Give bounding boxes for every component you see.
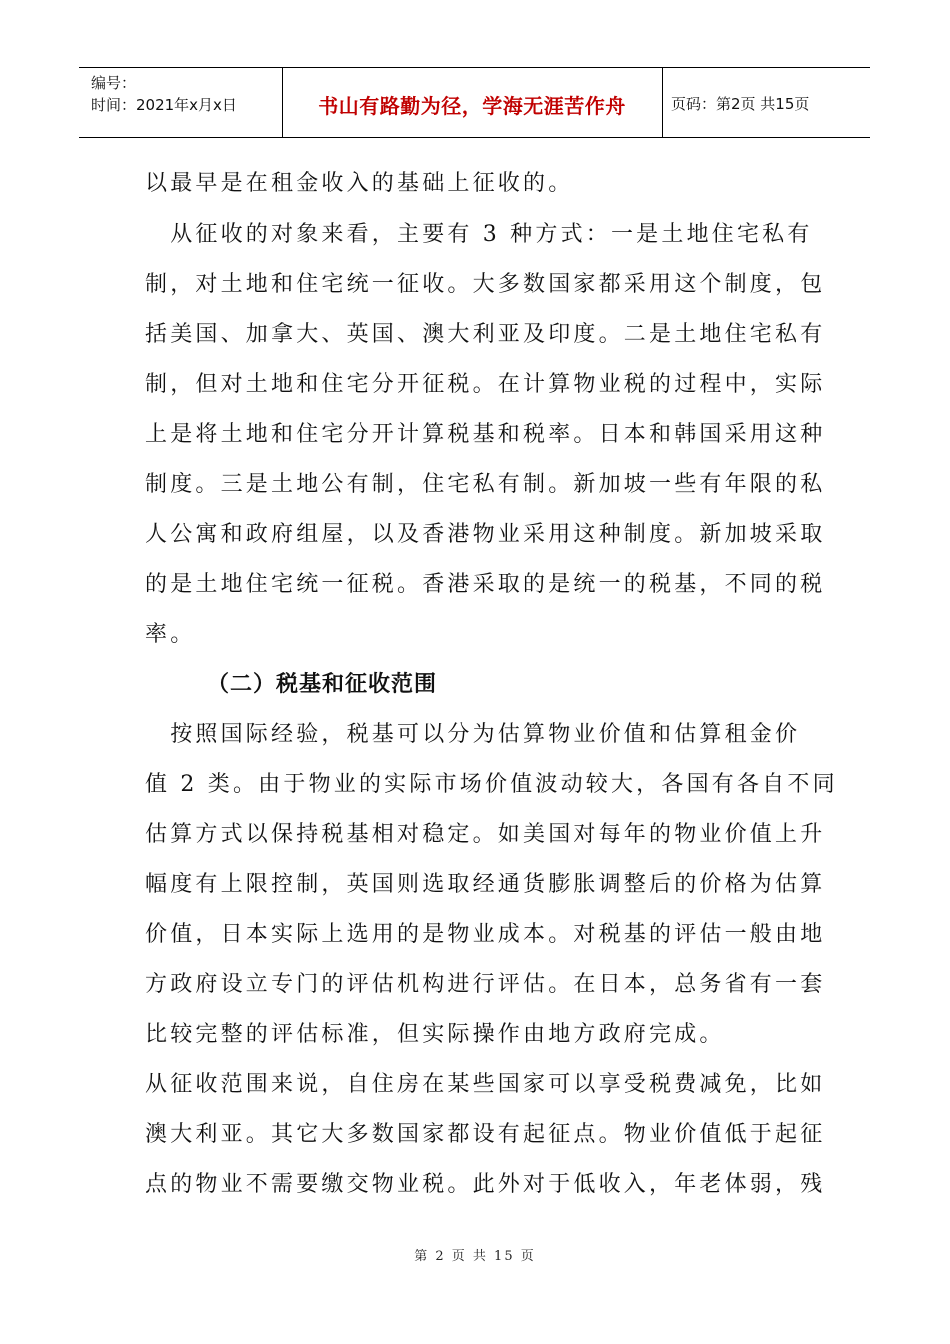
body-line: 括美国、加拿大、英国、澳大利亚及印度。二是土地住宅私有 [145,322,826,347]
body-line: 制度。三是土地公有制，住宅私有制。新加坡一些有年限的私 [145,472,826,497]
body-line: 从征收范围来说，自住房在某些国家可以享受税费减免，比如 [145,1072,826,1097]
document-header [79,67,870,138]
header-meta-cell [79,68,283,137]
body-line: 制，对土地和住宅统一征收。大多数国家都采用这个制度，包 [145,272,826,297]
body-line: 人公寓和政府组屋，以及香港物业采用这种制度。新加坡采取 [145,522,826,547]
body-line: 值 2 类。由于物业的实际市场价值波动较大，各国有各自不同 [145,772,838,797]
body-line: 估算方式以保持税基相对稳定。如美国对每年的物业价值上升 [145,822,826,847]
body-line: 上是将土地和住宅分开计算税基和税率。日本和韩国采用这种 [145,422,826,447]
page-footer: 第 2 页 共 15 页 [414,1249,536,1264]
body-line: 率。 [145,622,196,647]
time-label: 时间：2021年x月x日 [91,96,237,114]
header-page-cell [663,68,870,137]
body-line: 点的物业不需要缴交物业税。此外对于低收入，年老体弱，残 [145,1172,826,1197]
number-label: 编号： [91,74,137,92]
body-line: 比较完整的评估标准，但实际操作由地方政府完成。 [145,1022,725,1047]
body-line: 的是土地住宅统一征税。香港采取的是统一的税基，不同的税 [145,572,826,597]
body-line: 从征收的对象来看，主要有 3 种方式：一是土地住宅私有 [145,222,813,247]
body-line: 方政府设立专门的评估机构进行评估。在日本，总务省有一套 [145,972,826,997]
body-line: 幅度有上限控制，英国则选取经通货膨胀调整后的价格为估算 [145,872,826,897]
page-info: 页码：第2页 共15页 [671,95,810,113]
body-line: 按照国际经验，税基可以分为估算物业价值和估算租金价 [145,722,801,747]
body-line: 澳大利亚。其它大多数国家都设有起征点。物业价值低于起征 [145,1122,826,1147]
body-line: 价值，日本实际上选用的是物业成本。对税基的评估一般由地 [145,922,826,947]
motto-text: 书山有路勤为径，学海无涯苦作舟 [318,94,626,118]
header-motto-cell [282,68,663,137]
section-heading: （二）税基和征收范围 [207,672,438,697]
body-line: 以最早是在租金收入的基础上征收的。 [145,171,574,196]
body-line: 制，但对土地和住宅分开征税。在计算物业税的过程中，实际 [145,372,826,397]
